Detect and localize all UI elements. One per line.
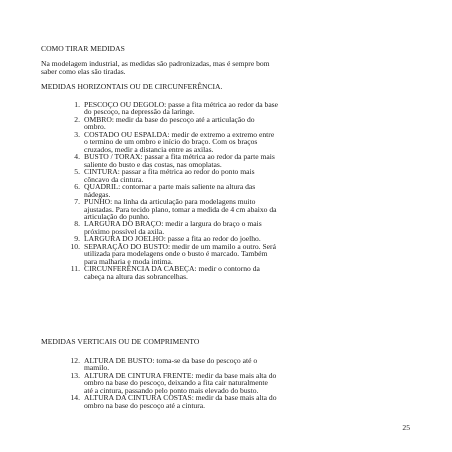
- item-text: BUSTO / TORAX: passar a fita métrica ao redor da parte mais saliente do busto e das costas, nas omoplatas.: [84, 152, 275, 169]
- item-text: ALTURA DE BUSTO: toma-se da base do pescoço até o mamilo.: [84, 356, 258, 373]
- item-number: 1.: [74, 100, 80, 109]
- item-number: 8.: [74, 219, 80, 229]
- list-item: [63, 198, 278, 220]
- item-text: CIRCUNFERÊNCIA DA CABEÇA: medir o contorno da cabeça na altura das sobrancelhas.: [84, 264, 260, 281]
- list-item: [63, 101, 278, 116]
- item-text: SEPARAÇÃO DO BUSTO: medir de um mamilo a outro. Será utilizada para modelagens onde o busto é marcado. Também para malharia e moda intima.: [84, 242, 276, 266]
- list-item: [63, 357, 278, 372]
- item-text: ALTURA DE CINTURA FRENTE: medir da base mais alta do ombro na base do pescoço, deixando a fita cair naturalmente até a cintura, passando pelo ponto mais elevado do busto.: [84, 370, 277, 395]
- list-item: [63, 131, 278, 153]
- list-item: [63, 265, 278, 280]
- item-number: 9.: [74, 234, 80, 244]
- item-number: 13.: [70, 370, 80, 380]
- list-item: [63, 220, 278, 235]
- item-text: ALTURA DA CINTURA COSTAS: medir da base mais alta do ombro na base do pescoço até a cintura.: [84, 393, 277, 410]
- item-number: 5.: [74, 167, 80, 177]
- section-heading-vertical: MEDIDAS VERTICAIS OU DE COMPRIMENTO: [41, 337, 200, 346]
- item-number: 6.: [74, 182, 80, 192]
- item-number: 2.: [74, 114, 80, 124]
- item-number: 14.: [70, 393, 80, 403]
- item-text: CINTURA: passar a fita métrica ao redor do ponto mais côncavo da cintura.: [84, 167, 255, 184]
- horizontal-measures-list: [63, 101, 278, 280]
- item-text: LARGURA DO BRAÇO: medir a largura do braço o mais próximo possível da axila.: [84, 219, 262, 236]
- vertical-measures-list: [63, 357, 278, 409]
- page-number: 25: [402, 423, 410, 432]
- list-item: [63, 168, 278, 183]
- list-item: [63, 394, 278, 409]
- list-item: [63, 116, 278, 131]
- section-heading-horizontal: MEDIDAS HORIZONTAIS OU DE CIRCUNFERÊNCIA.: [41, 82, 223, 91]
- item-number: 12.: [70, 356, 80, 365]
- item-text: PESCOÇO OU DEGOLO: passe a fita métrica ao redor da base do pescoço, na depressão da laringe.: [84, 100, 279, 117]
- item-text: COSTADO OU ESPALDA: medir de extremo a extremo entre o termino de um ombro e início do braço. Com os braços cruzados, medir a distancia entre as axilas.: [84, 129, 275, 154]
- intro-paragraph: Na modelagem industrial, as medidas são padronizadas, mas é sempre bom saber como elas são tiradas.: [41, 59, 270, 77]
- item-number: 3.: [74, 129, 80, 139]
- item-number: 11.: [70, 264, 80, 274]
- item-number: 7.: [74, 197, 80, 207]
- page-title: COMO TIRAR MEDIDAS: [41, 44, 125, 53]
- list-item: [63, 153, 278, 168]
- list-item: [63, 183, 278, 198]
- item-text: LARGURA DO JOELHO: passe a fita ao redor do joelho.: [84, 234, 261, 244]
- item-text: PUNHO: na linha da articulação para modelagens muito ajustadas. Para tecido plano, tomar a medida de 4 cm abaixo da articulação do punho.: [84, 197, 277, 221]
- item-number: 4.: [74, 152, 80, 162]
- item-text: QUADRIL: contornar a parte mais saliente na altura das nádegas.: [84, 182, 256, 199]
- list-item: [63, 372, 278, 394]
- item-number: 10.: [70, 242, 80, 252]
- item-text: OMBRO: medir da base do pescoço até a articulação do ombro.: [84, 114, 255, 132]
- list-item: [63, 243, 278, 265]
